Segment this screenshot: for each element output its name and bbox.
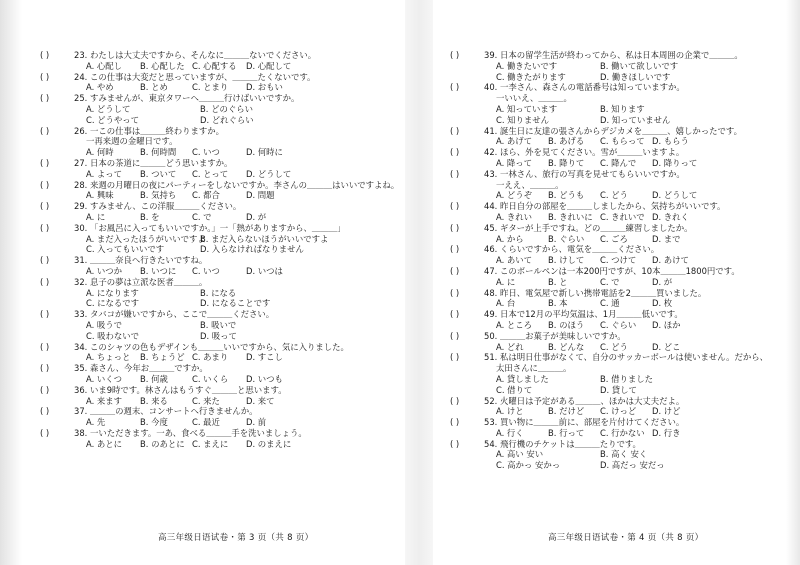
option-c: C. 降んで	[600, 157, 637, 168]
option-a: A. から	[496, 233, 524, 244]
question-23	[40, 50, 390, 72]
question-text: 25. すみませんが、東京タワーへ＿＿＿行けばいいですか。	[74, 93, 300, 104]
question-37	[40, 406, 390, 428]
option-c: C. どう	[600, 341, 628, 352]
question-53	[450, 417, 780, 439]
question-continuation: 一再来週の金曜日です。	[86, 136, 178, 147]
scan-edge-left	[0, 0, 22, 565]
option-c: C. つけて	[600, 255, 637, 266]
question-text: 52. 火曜日は予定がある＿＿＿、ほかは大丈夫だよ。	[484, 395, 685, 406]
question-text: 35. 森さん、今年お＿＿＿ですか。	[74, 363, 208, 374]
option-d: D. きれく	[652, 211, 689, 222]
question-text: 33. タバコが嫌いですから、ここで＿＿＿ください。	[74, 309, 275, 320]
exam-page-4	[450, 50, 780, 530]
option-c: C. 入ってもいいです	[86, 244, 165, 255]
option-c: C. 来た	[192, 395, 220, 406]
question-39	[450, 50, 780, 82]
question-text: 32. 息子の夢は立派な医者＿＿＿。	[74, 276, 208, 287]
question-35	[40, 363, 390, 385]
option-d: D. 問題	[246, 190, 275, 201]
option-c: C. いくら	[192, 373, 229, 384]
option-c: C. ぐらい	[600, 319, 637, 330]
question-34	[40, 342, 390, 364]
answer-blank[interactable]: ( )	[40, 157, 50, 168]
option-d: D. 高だっ 安だっ	[600, 460, 665, 471]
option-a: A. 高い 安い	[496, 449, 544, 460]
question-40	[450, 82, 780, 125]
option-a: A. あげて	[496, 136, 533, 147]
option-d: D. になることです	[200, 298, 271, 309]
option-a: A. 興味	[86, 190, 114, 201]
option-b: B. どうも	[548, 190, 585, 201]
question-text: 46. くらいですから、電気を＿＿＿ください。	[484, 244, 660, 255]
question-text: 53. 買い物に＿＿＿前に、部屋を片付けてください。	[484, 417, 685, 428]
option-c: C. 高かっ 安かっ	[496, 460, 561, 471]
answer-blank[interactable]: ( )	[450, 309, 460, 320]
option-b: B. 心配した	[140, 60, 185, 71]
option-a: A. 心配し	[86, 60, 123, 71]
option-d: D. 吸って	[200, 330, 237, 341]
option-a: A. やめ	[86, 82, 114, 93]
option-d: D. 貸して	[600, 384, 637, 395]
option-a: A. よって	[86, 168, 123, 179]
answer-blank[interactable]: ( )	[450, 50, 460, 60]
option-c: C. 借りて	[496, 384, 533, 395]
option-c: C. 心配する	[192, 60, 237, 71]
question-24	[40, 72, 390, 94]
option-a: A. 先	[86, 417, 106, 428]
option-d: D. あけて	[652, 255, 689, 266]
answer-blank[interactable]: ( )	[450, 125, 460, 136]
question-27	[40, 158, 390, 180]
option-a: A. きれい	[496, 211, 533, 222]
option-d: D. すこし	[246, 352, 283, 363]
answer-blank[interactable]: ( )	[40, 50, 50, 60]
option-c: C. けっど	[600, 406, 637, 417]
option-b: B. 何歳	[140, 373, 168, 384]
question-26	[40, 126, 390, 158]
option-d: D. ほか	[652, 319, 681, 330]
option-d: D. けど	[652, 406, 681, 417]
option-d: D. どれぐらい	[200, 114, 254, 125]
option-d: D. いつは	[246, 265, 283, 276]
question-continuation: 一ええ、＿＿＿。	[496, 179, 564, 190]
answer-blank[interactable]: ( )	[450, 201, 460, 212]
option-b: B. 行って	[548, 427, 585, 438]
question-42	[450, 147, 780, 169]
option-b: B. あげる	[548, 136, 585, 147]
question-43	[450, 169, 780, 201]
question-text: 31. ＿＿＿奈良へ行きたいですね。	[74, 255, 208, 266]
question-30	[40, 223, 390, 255]
page-footer-4: 高三年级日语试卷・第 4 页（共 8 页）	[548, 533, 704, 543]
question-31	[40, 255, 390, 277]
answer-blank[interactable]: ( )	[450, 168, 460, 179]
option-b: B. 知ります	[600, 103, 645, 114]
option-b: B. のあとに	[140, 438, 185, 449]
option-c: C. あまり	[192, 352, 229, 363]
question-51	[450, 352, 780, 395]
option-b: B. きれいに	[548, 211, 593, 222]
question-continuation: 太田さんに＿＿＿。	[496, 363, 572, 374]
option-d: D. 来て	[246, 395, 275, 406]
option-b: B. 気持ち	[140, 190, 177, 201]
option-a: A. どうして	[86, 103, 131, 114]
option-d: D. どこ	[652, 341, 681, 352]
option-d: D. のまえに	[246, 438, 292, 449]
option-c: C. で	[600, 276, 620, 287]
option-a: A. に	[496, 276, 516, 287]
question-text: 41. 誕生日に友達の張さんからデジカメを＿＿＿、嬉しかったです。	[484, 125, 743, 136]
question-text: 40. 一李さん、森さんの電話番号は知っていますか。	[484, 82, 685, 93]
question-text: 42. ほら、外を見てください。雪が＿＿＿いますよ。	[484, 147, 685, 158]
answer-blank[interactable]: ( )	[450, 222, 460, 233]
option-a: A. ところ	[496, 319, 533, 330]
option-d: D. 枚	[652, 298, 673, 309]
option-b: B. とめ	[140, 82, 168, 93]
option-d: D. 前	[246, 417, 267, 428]
option-d: D. が	[246, 211, 267, 222]
option-b: B. 借りました	[600, 373, 653, 384]
option-c: C. で	[192, 211, 212, 222]
option-b: B. 来る	[140, 395, 168, 406]
option-d: D. おもい	[246, 82, 283, 93]
option-a: A. になります	[86, 287, 139, 298]
option-d: D. 降りって	[652, 157, 698, 168]
answer-blank[interactable]: ( )	[450, 352, 460, 363]
option-b: B. 吸いで	[200, 319, 237, 330]
option-a: A. ちょっと	[86, 352, 131, 363]
question-text: 27. 日本の茶道に＿＿＿どう思いますか。	[74, 157, 233, 168]
option-c: C. 知りません	[496, 114, 550, 125]
question-text: 38. 一いただきます。一あ、食べる＿＿＿手を洗いましょう。	[74, 427, 307, 438]
question-text: 47. このボールペンは一本200円ですが、10本＿＿＿1800円です。	[484, 265, 740, 276]
answer-blank[interactable]: ( )	[450, 417, 460, 428]
option-b: B. と	[548, 276, 568, 287]
question-text: 50. ＿＿＿お菓子が美味しいですか。	[484, 330, 626, 341]
option-c: C. とまり	[192, 82, 229, 93]
answer-blank[interactable]: ( )	[40, 427, 50, 438]
option-d: D. もらう	[652, 136, 689, 147]
option-a: A. まだ入ったほうがいいですよ	[86, 233, 206, 244]
option-a: A. あいて	[496, 255, 533, 266]
scan-edge-right	[786, 0, 800, 565]
option-a: A. どうぞ	[496, 190, 533, 201]
question-text: 54. 飛行機のチケットは＿＿＿たりです。	[484, 438, 641, 449]
option-c: C. いつ	[192, 147, 220, 158]
question-54	[450, 439, 780, 471]
question-text: 28. 来週の月曜日の夜にパーティーをしないですか。李さんの＿＿＿はいいですよね。	[74, 179, 400, 190]
option-a: A. あとに	[86, 438, 123, 449]
answer-blank[interactable]: ( )	[40, 384, 50, 395]
option-d: D. が	[652, 276, 673, 287]
question-50	[450, 331, 780, 353]
question-text: 48. 昨日、電気屋で新しい携帯電話を2＿＿＿買いました。	[484, 287, 707, 298]
option-d: D. いつも	[246, 373, 283, 384]
option-b: B. のほう	[548, 319, 585, 330]
option-a: A. に	[86, 211, 106, 222]
option-c: C. どうやって	[86, 114, 140, 125]
question-text: 36. いま9時です。林さんはもうすぐ＿＿＿と思います。	[74, 384, 287, 395]
answer-blank[interactable]: ( )	[450, 147, 460, 158]
option-b: B. 今度	[140, 417, 168, 428]
option-b: B. 高く 安く	[600, 449, 648, 460]
option-d: D. 心配して	[246, 60, 292, 71]
option-c: C. 通	[600, 298, 620, 309]
question-text: 44. 昨日自分の部屋を＿＿＿しましたから、気持ちがいいです。	[484, 201, 726, 212]
option-a: A. どれ	[496, 341, 524, 352]
option-c: C. まえに	[192, 438, 229, 449]
question-29	[40, 201, 390, 223]
question-47	[450, 266, 780, 288]
question-continuation: 一いいえ、＿＿＿。	[496, 93, 572, 104]
option-b: B. ついて	[140, 168, 177, 179]
option-d: D. 行き	[652, 427, 681, 438]
question-text: 34. このシャツの色もデザインも＿＿＿いいですから、気に入りました。	[74, 341, 349, 352]
answer-blank[interactable]: ( )	[450, 265, 460, 276]
answer-blank[interactable]: ( )	[40, 125, 50, 136]
option-c: C. どう	[600, 190, 628, 201]
option-a: A. 知っています	[496, 103, 558, 114]
answer-blank[interactable]: ( )	[40, 406, 50, 417]
option-d: D. まで	[652, 233, 681, 244]
option-a: A. 働きたいです	[496, 60, 558, 71]
option-b: B. けして	[548, 255, 585, 266]
question-text: 37. ＿＿＿の週末、コンサートへ行きませんか。	[74, 406, 258, 417]
option-a: A. けと	[496, 406, 524, 417]
option-a: A. 貸しました	[496, 373, 549, 384]
answer-blank[interactable]: ( )	[40, 222, 50, 233]
question-33	[40, 309, 390, 341]
option-d: D. 働きほしいです	[600, 71, 671, 82]
question-46	[450, 244, 780, 266]
question-49	[450, 309, 780, 331]
answer-blank[interactable]: ( )	[40, 255, 50, 266]
question-text: 26. 一この仕事は＿＿＿終わりますか。	[74, 125, 224, 136]
question-44	[450, 201, 780, 223]
answer-blank[interactable]: ( )	[40, 363, 50, 374]
answer-blank[interactable]: ( )	[40, 71, 50, 82]
option-a: A. 来ます	[86, 395, 123, 406]
question-38	[40, 428, 390, 450]
option-b: B. ちょうど	[140, 352, 185, 363]
question-text: 24. この仕事は大変だと思っていますが、＿＿＿たくないです。	[74, 71, 316, 82]
option-b: B. 本	[548, 298, 568, 309]
question-32	[40, 277, 390, 309]
option-d: D. 知っていません	[600, 114, 671, 125]
option-d: D. 入らなければなりません	[200, 244, 304, 255]
question-52	[450, 396, 780, 418]
question-48	[450, 288, 780, 310]
option-c: C. 最近	[192, 417, 220, 428]
option-c: C. ごろ	[600, 233, 628, 244]
option-b: B. になる	[200, 287, 237, 298]
exam-page-3	[40, 50, 400, 530]
question-45	[450, 223, 780, 245]
question-text: 43. 一林さん、旅行の写真を見せてもらいいですか。	[484, 168, 685, 179]
option-b: B. だけど	[548, 406, 585, 417]
option-c: C. 行かない	[600, 427, 645, 438]
option-b: B. いつに	[140, 265, 177, 276]
option-c: C. きれいで	[600, 211, 645, 222]
question-41	[450, 126, 780, 148]
option-a: A. 行く	[496, 427, 524, 438]
answer-blank[interactable]: ( )	[40, 201, 50, 212]
answer-blank[interactable]: ( )	[40, 179, 50, 190]
question-text: 39. 日本の留学生活が終わってから、私は日本周囲の企業で＿＿＿。	[484, 50, 743, 60]
option-b: B. 降りて	[548, 157, 585, 168]
option-a: A. 台	[496, 298, 516, 309]
answer-blank[interactable]: ( )	[450, 82, 460, 93]
option-c: C. になるです	[86, 298, 139, 309]
answer-blank[interactable]: ( )	[450, 330, 460, 341]
option-a: A. いつか	[86, 265, 123, 276]
option-c: C. 働きたがります	[496, 71, 566, 82]
option-a: A. 吸うで	[86, 319, 123, 330]
option-b: B. ぐらい	[548, 233, 585, 244]
option-b: B. どのぐらい	[200, 103, 253, 114]
page-gutter	[405, 0, 433, 565]
question-text: 51. 私は明日仕事がなくて、自分のサッカーボールは使いません。だから、	[484, 352, 768, 363]
option-c: C. いつ	[192, 265, 220, 276]
question-text: 49. 日本で12月の平均気温は、1月＿＿＿低いです。	[484, 309, 683, 320]
answer-blank[interactable]: ( )	[450, 438, 460, 449]
option-a: A. 何時	[86, 147, 114, 158]
option-b: B. 働いて欲しいです	[600, 60, 679, 71]
option-c: C. 吸わないで	[86, 330, 140, 341]
question-36	[40, 385, 390, 407]
option-d: D. どうして	[246, 168, 292, 179]
option-d: D. 何時に	[246, 147, 283, 158]
option-c: C. 都合	[192, 190, 220, 201]
question-text: 23. わたしは大丈夫ですから、そんなに＿＿＿ないでください。	[74, 50, 317, 60]
answer-blank[interactable]: ( )	[450, 287, 460, 298]
answer-blank[interactable]: ( )	[450, 395, 460, 406]
option-a: A. 降って	[496, 157, 533, 168]
answer-blank[interactable]: ( )	[450, 244, 460, 255]
option-b: B. を	[140, 211, 160, 222]
question-text: 45. ギターが上手ですね。どの＿＿＿練習しましたか。	[484, 222, 693, 233]
option-a: A. いくつ	[86, 373, 123, 384]
option-c: C. もらって	[600, 136, 645, 147]
option-b: B. どんな	[548, 341, 585, 352]
answer-blank[interactable]: ( )	[40, 309, 50, 320]
option-d: D. どうして	[652, 190, 698, 201]
page-footer-3: 高三年级日语试卷・第 3 页（共 8 页）	[158, 533, 314, 543]
option-b: B. 何時間	[140, 147, 177, 158]
question-25	[40, 93, 390, 125]
question-text: 29. すみません、この洋服＿＿＿ください。	[74, 201, 242, 212]
answer-blank[interactable]: ( )	[40, 276, 50, 287]
question-28	[40, 179, 400, 202]
answer-blank[interactable]: ( )	[40, 93, 50, 104]
option-c: C. とって	[192, 168, 229, 179]
answer-blank[interactable]: ( )	[40, 341, 50, 352]
question-text: 30. 「お風呂に入ってもいいですか。」一「熱がありますから、＿＿＿」	[74, 222, 346, 233]
option-b: B. まだ入らないほうがいいですよ	[200, 233, 329, 244]
